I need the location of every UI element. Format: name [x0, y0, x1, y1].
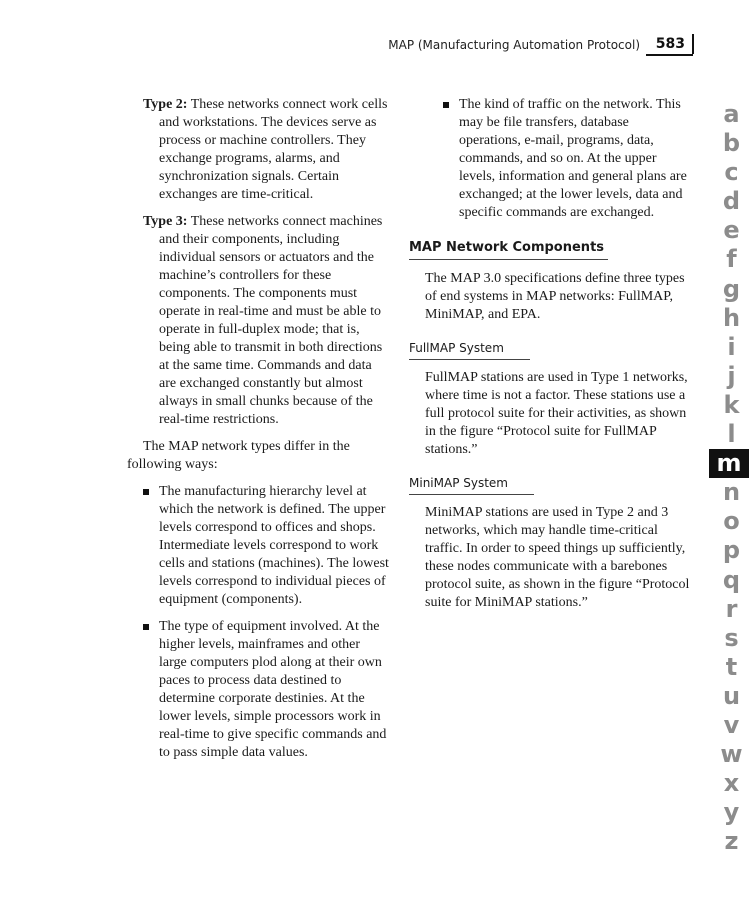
thumb-letter-y[interactable]: y	[723, 798, 740, 827]
heading-map-network-components: MAP Network Components	[409, 239, 608, 260]
type3-text: These networks connect machines and their components, including individual sensors or actuators and the machine’s controllers for these components. The components must operate in real-time and must be able to operate in full-duplex mode; that is, being able to transmit in both directions at the same time. Commands and data are exchanged constantly but almost always in small chunks because of the real-time restrictions.	[159, 214, 383, 427]
thumb-letter-l[interactable]: l	[727, 420, 736, 449]
thumb-letter-m[interactable]: m	[709, 449, 749, 478]
list-item: The kind of traffic on the network. This may be file transfers, database operations, e-mail, programs, data, commands, and so on. At the upper levels, information and general plans are exchanged; at the lower levels, data and specific commands are exchanged.	[409, 96, 691, 222]
thumb-letter-p[interactable]: p	[722, 536, 741, 565]
thumb-letter-e[interactable]: e	[723, 216, 740, 245]
bullet-square-icon	[143, 489, 149, 495]
bullet-square-icon	[443, 102, 449, 108]
thumb-letter-c[interactable]: c	[724, 158, 739, 187]
thumb-letter-j[interactable]: j	[727, 361, 736, 390]
thumb-letter-h[interactable]: h	[722, 303, 741, 332]
differences-list	[127, 483, 391, 762]
running-header	[0, 34, 694, 54]
header-title: MAP (Manufacturing Automation Protocol)	[388, 38, 640, 52]
page-number: 583	[655, 36, 685, 52]
right-column	[409, 96, 691, 621]
heading-fullmap-system: FullMAP System	[409, 339, 530, 360]
thumb-letter-f[interactable]: f	[726, 245, 737, 274]
thumb-letter-z[interactable]: z	[724, 827, 739, 856]
traffic-list	[409, 96, 691, 222]
thumb-index	[714, 100, 749, 856]
thumb-letter-s[interactable]: s	[724, 623, 739, 652]
type2-label: Type 2:	[143, 97, 188, 112]
heading-minimap-system: MiniMAP System	[409, 474, 534, 495]
type3-paragraph	[127, 213, 391, 429]
thumb-letter-u[interactable]: u	[722, 681, 741, 710]
thumb-letter-q[interactable]: q	[722, 565, 741, 594]
header-rule	[646, 54, 693, 56]
bullet-square-icon	[143, 624, 149, 630]
type2-text: These networks connect work cells and workstations. The devices serve as process or machine controllers. They exchange programs, alarms, and synchronization signals. Certain exchanges are time-critical.	[159, 97, 388, 202]
components-paragraph: The MAP 3.0 specifications define three types of end systems in MAP networks: FullMAP, MiniMAP, and EPA.	[425, 271, 685, 322]
thumb-letter-b[interactable]: b	[722, 129, 741, 158]
thumb-letter-g[interactable]: g	[722, 274, 741, 303]
thumb-letter-t[interactable]: t	[725, 652, 738, 681]
thumb-letter-r[interactable]: r	[725, 594, 738, 623]
intro-paragraph: The MAP network types differ in the following ways:	[127, 439, 350, 472]
minimap-paragraph: MiniMAP stations are used in Type 2 and 3 networks, which may handle time-critical traffic. In order to speed things up sufficiently, these nodes communicate with a barebones protocol suite, as shown in the figure “Protocol suite for MiniMAP stations.”	[425, 505, 690, 610]
thumb-letter-d[interactable]: d	[722, 187, 741, 216]
list-item: The manufacturing hierarchy level at which the network is defined. The upper levels correspond to offices and shops. Intermediate levels correspond to work cells and stations (machines). The lowest levels correspond to individual pieces of equipment (components).	[127, 483, 391, 609]
fullmap-paragraph: FullMAP stations are used in Type 1 networks, where time is not a factor. These stations use a full protocol suite for their activities, as shown in the figure “Protocol suite for FullMAP stations.”	[425, 370, 688, 457]
thumb-letter-n[interactable]: n	[722, 478, 741, 507]
thumb-letter-w[interactable]: w	[720, 740, 743, 769]
list-item: The type of equipment involved. At the higher levels, mainframes and other large computers plod along at their own paces to process data destined to determine corporate destinies. At the lower levels, simple processors work in real-time to give specific commands and to pass simple data values.	[127, 618, 391, 762]
thumb-letter-o[interactable]: o	[723, 507, 740, 536]
type3-label: Type 3:	[143, 214, 188, 229]
thumb-letter-i[interactable]: i	[727, 332, 736, 361]
left-column	[127, 96, 391, 771]
thumb-letter-x[interactable]: x	[723, 769, 740, 798]
type2-paragraph	[127, 96, 391, 204]
thumb-letter-v[interactable]: v	[723, 710, 740, 739]
thumb-letter-a[interactable]: a	[723, 100, 740, 128]
thumb-letter-k[interactable]: k	[723, 390, 740, 419]
